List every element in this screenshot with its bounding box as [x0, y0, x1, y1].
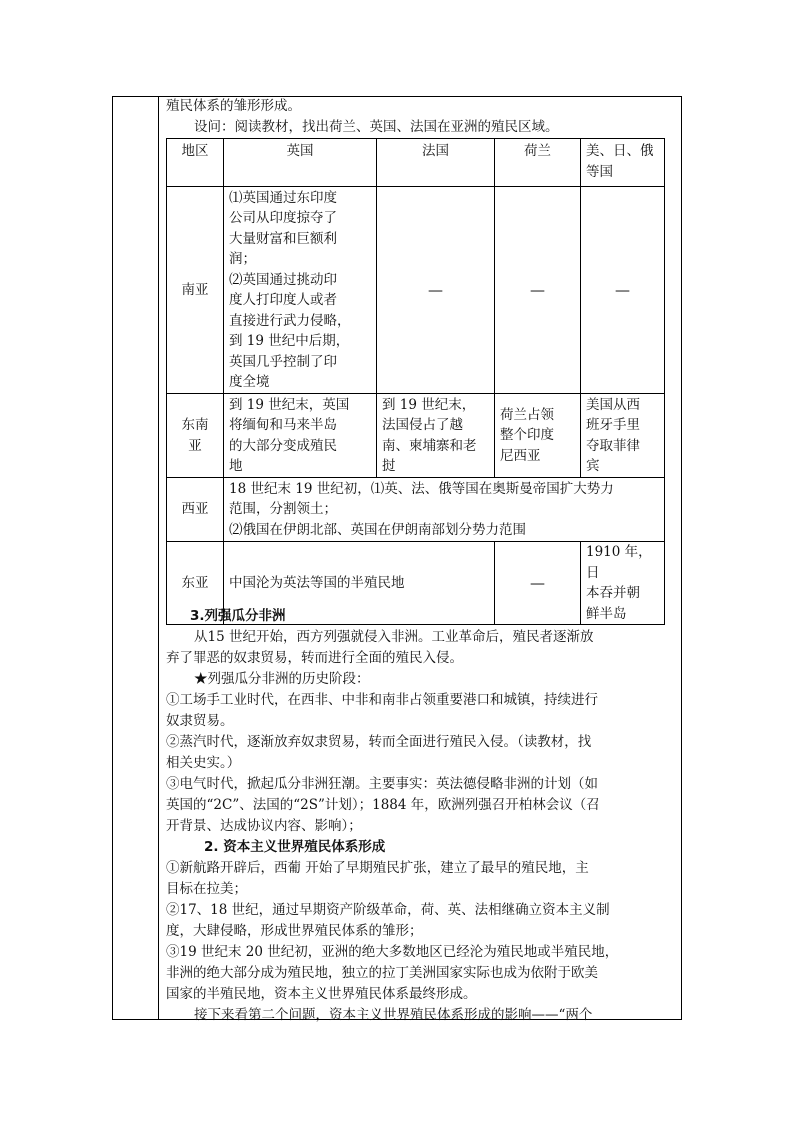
south-asia-france: — — [377, 187, 495, 394]
text-line: 鲜半岛 — [586, 605, 627, 622]
star-heading: ★列强瓜分非洲的历史阶段： — [194, 671, 370, 687]
list-item-line: ①工场手工业时代，在西非、中非和南非占领重要港口和城镇，持续进行 — [166, 692, 598, 708]
paragraph-line: 弃了罪恶的奴隶贸易，转而进行全面的殖民入侵。 — [166, 650, 463, 666]
table-row-west-asia — [167, 478, 665, 542]
list-item-line: ①新航路开辟后，西葡 开始了早期殖民扩张，建立了最早的殖民地，主 — [166, 860, 589, 876]
text-line: ⑵英国通过挑动印 — [229, 271, 337, 288]
text-line: 度人打印度人或者 — [229, 292, 337, 308]
text-line: 宾 — [586, 458, 600, 474]
text-line: 班牙手里 — [586, 417, 640, 433]
region-east-asia: 东亚 — [167, 542, 224, 625]
text-line: ⑵俄国在伊朗北部、英国在伊朗南部划分势力范围 — [229, 521, 526, 538]
closing-line: 接下来看第二个问题，资本主义世界殖民体系形成的影响——“两个 — [194, 1007, 593, 1023]
region-south-asia: 南亚 — [167, 187, 224, 394]
south-asia-netherlands: — — [495, 187, 581, 394]
east-asia-netherlands: — — [495, 542, 581, 625]
text-line: 本吞并朝 — [586, 585, 640, 601]
southeast-asia-others — [581, 394, 665, 478]
text-line: 法国侵占了越 — [382, 417, 463, 433]
list-item-line: ②蒸汽时代，逐渐放弃奴隶贸易，转而全面进行殖民入侵。（读教材，找 — [166, 734, 592, 750]
header-region: 地区 — [167, 139, 224, 187]
table-row-southeast-asia — [167, 394, 665, 478]
list-item-line: 英国的“2C”、法国的“2S”计划）；1884 年，欧洲列强召开柏林会议（召 — [166, 797, 600, 813]
text-line: 范围，分割领土； — [229, 501, 337, 518]
region-west-asia: 西亚 — [167, 478, 224, 542]
list-item-line: 度，大肆侵略，形成世界殖民体系的雏形； — [166, 923, 423, 939]
text-line: 度全境 — [229, 374, 270, 390]
text-line: 的大部分变成殖民 — [229, 437, 337, 454]
paragraph-line: 从15 世纪开始，西方列强就侵入非洲。工业革命后，殖民者逐渐放 — [194, 629, 594, 645]
section-title: 3.列强瓜分非洲 — [190, 608, 286, 624]
header-france: 法国 — [377, 139, 495, 187]
south-asia-others: — — [581, 187, 665, 394]
text-line: 公司从印度掠夺了 — [229, 210, 337, 226]
intro-line: 殖民体系的雏形形成。 — [166, 98, 301, 114]
region-southeast-asia — [167, 394, 224, 478]
left-column — [113, 97, 159, 1019]
southeast-asia-netherlands — [495, 394, 581, 478]
header-netherlands: 荷兰 — [495, 139, 581, 187]
text-line: 将缅甸和马来半岛 — [229, 417, 337, 433]
header-others — [581, 139, 665, 187]
text-line: 东南 — [181, 417, 209, 433]
text-line: 挝 — [382, 458, 396, 474]
list-item-line: ②17、18 世纪，通过早期资产阶级革命，荷、英、法相继确立资本主义制 — [166, 902, 610, 918]
list-item-line: ③电气时代，掀起瓜分非洲狂潮。主要事实：英法德侵略非洲的计划（如 — [166, 776, 598, 792]
list-item-line: 国家的半殖民地，资本主义世界殖民体系最终形成。 — [166, 986, 477, 1002]
text-line: 到 19 世纪中后期， — [229, 333, 350, 349]
text-line: 到 19 世纪末，英国 — [229, 396, 350, 413]
question-line: 设问：阅读教材，找出荷兰、英国、法国在亚洲的殖民区域。 — [194, 119, 559, 135]
list-item-line: 奴隶贸易。 — [166, 713, 234, 729]
west-asia-content — [224, 478, 665, 542]
text-line: 1910 年，日 — [586, 544, 652, 581]
text-line: 亚 — [188, 437, 202, 454]
east-asia-britain-france: 中国沦为英法等国的半殖民地 — [224, 542, 495, 625]
table-row-south-asia — [167, 187, 665, 394]
text-line: 尼西亚 — [500, 447, 541, 464]
southeast-asia-britain — [224, 394, 377, 478]
table-header-row — [167, 139, 665, 187]
text-line: 润； — [229, 251, 256, 267]
text-line: 荷兰占领 — [500, 406, 554, 423]
header-britain: 英国 — [224, 139, 377, 187]
text-line: 18 世纪末 19 世纪初，⑴英、法、俄等国在奥斯曼帝国扩大势力 — [229, 480, 614, 497]
southeast-asia-france — [377, 394, 495, 478]
text-line: 整个印度 — [500, 427, 554, 444]
list-item-line: 非洲的绝大部分成为殖民地，独立的拉丁美洲国家实际也成为依附于欧美 — [166, 965, 598, 981]
text-line: 南、柬埔寨和老 — [382, 437, 477, 454]
list-item-line: 目标在拉美； — [166, 881, 247, 897]
section-colonial-system — [166, 837, 678, 1026]
text-line: 英国几乎控制了印 — [229, 353, 337, 370]
text-line: ⑴英国通过东印度 — [229, 189, 337, 206]
text-line: 地 — [229, 458, 243, 474]
section-africa — [166, 606, 678, 837]
list-item-line: 相关史实。） — [166, 755, 241, 771]
list-item-line: ③19 世纪末 20 世纪初，亚洲的绝大多数地区已经沦为殖民地或半殖民地， — [166, 944, 619, 960]
text-line: 夺取菲律 — [586, 437, 640, 454]
list-item-line: 开背景、达成协议内容、影响）； — [166, 818, 362, 834]
header-others-label: 美、日、俄等国 — [586, 143, 654, 180]
text-line: 直接进行武力侵略， — [229, 312, 351, 329]
text-line: 到 19 世纪末， — [382, 396, 476, 413]
south-asia-britain — [224, 187, 377, 394]
text-line: 美国从西 — [586, 396, 640, 413]
colonial-regions-table — [166, 138, 665, 625]
text-line: 大量财富和巨额利 — [229, 230, 337, 247]
section-title: 2. 资本主义世界殖民体系形成 — [204, 839, 386, 855]
